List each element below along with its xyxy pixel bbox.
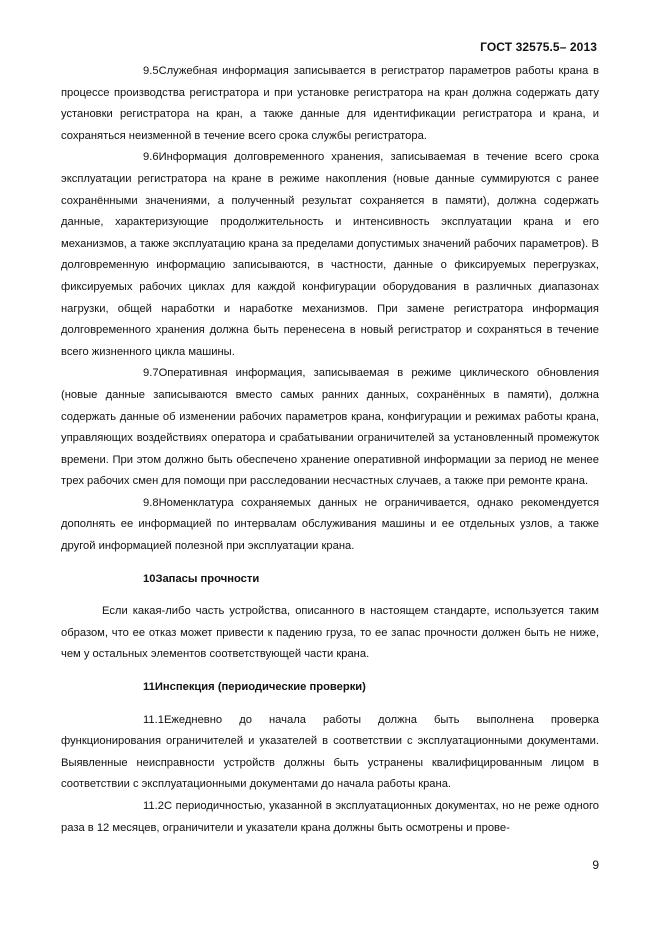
paragraph-9-6	[61, 147, 599, 363]
section-heading-10	[61, 569, 599, 591]
clause-text: Информация долговременного хранения, записываемая в течение всего срока эксплуатации регистратора на кране в режиме накопления (новые данные суммируются с ранее сохранёнными значениями, а полученный результат сохраняется в памяти), должна содержать данные, характеризующие продолжительность и интенсивность эксплуатации крана и его механизмов, а также эксплуатацию крана за пределами допустимых значений рабочих параметров). В долговременную информацию записываются, в частности, данные о фиксируемых перегрузках, фиксируемых рабочих циклах для каждой конфигурации оборудования в различных диапазонах нагрузки, общей наработки и наработке механизмов. При замене регистратора информация долговременного хранения должна быть перенесена в новый регистратор и сохраняться в течение всего жизненного цикла машины.	[61, 151, 599, 358]
clause-number: 9.8	[143, 496, 159, 509]
clause-text: Номенклатура сохраняемых данных не ограничивается, однако рекомендуется дополнять ее информацией по интервалам обслуживания машины и ее отдельных узлов, а также другой информацией полезной при эксплуатации крана.	[61, 496, 599, 553]
body-text	[61, 61, 599, 839]
paragraph-11-1	[61, 710, 599, 796]
page-number: 9	[592, 858, 599, 872]
clause-text: Ежедневно до начала работы должна быть выполнена проверка функционирования ограничителей и указателей в соответствии с эксплуатационными документами. Выявленные неисправности устройств должны быть устранены квалифицированным лицом в соответствии с эксплуатационными документами до начала работы крана.	[61, 713, 599, 791]
paragraph-10	[61, 601, 599, 666]
clause-number: 9.6	[143, 151, 159, 164]
clause-number: 11.1	[143, 713, 164, 726]
clause-number: 9.7	[143, 367, 159, 380]
section-heading-11	[61, 677, 599, 699]
section-text: Если какая-либо часть устройства, описанного в настоящем стандарте, используется таким образом, что ее отказ может привести к падению груза, то ее запас прочности должен быть не ниже, чем у остальных элементов соответствующей части крана.	[61, 605, 599, 661]
clause-text: С периодичностью, указанной в эксплуатационных документах, но не реже одного раза в 12 месяцев, ограничители и указатели крана должны быть осмотрены и прове-	[61, 800, 599, 834]
paragraph-9-7	[61, 363, 599, 493]
section-number: 10	[143, 572, 156, 585]
section-title: Запасы прочности	[155, 572, 260, 585]
paragraph-9-5	[61, 61, 599, 147]
clause-text: Служебная информация записывается в регистратор параметров работы крана в процессе производства регистратора и при установке регистратора на кран должна содержать дату установки регистратора на кран, а также данные для идентификации регистратора и крана, и сохраняться неизменной в течение всего срока службы регистратора.	[61, 65, 599, 142]
section-number: 11	[143, 681, 155, 694]
paragraph-9-8	[61, 493, 599, 558]
clause-number: 11.2	[143, 800, 164, 812]
section-title: Инспекция (периодические проверки)	[154, 681, 366, 694]
paragraph-11-2	[61, 796, 599, 839]
clause-text: Оперативная информация, записываемая в режиме циклического обновления (новые данные записываются вместо самых ранних данных, сохранённых в памяти), должна содержать данные об изменении рабочих параметров крана, конфигурации и режимах работы крана, управляющих воздействиях оператора и срабатывании ограничителей за установленный промежуток времени. При этом должно быть обеспечено хранение оперативной информации за период не менее трех рабочих смен для помощи при расследовании несчастных случаев, а также при ремонте крана.	[61, 367, 599, 488]
document-code: ГОСТ 32575.5– 2013	[480, 40, 597, 54]
clause-number: 9.5	[143, 65, 159, 77]
